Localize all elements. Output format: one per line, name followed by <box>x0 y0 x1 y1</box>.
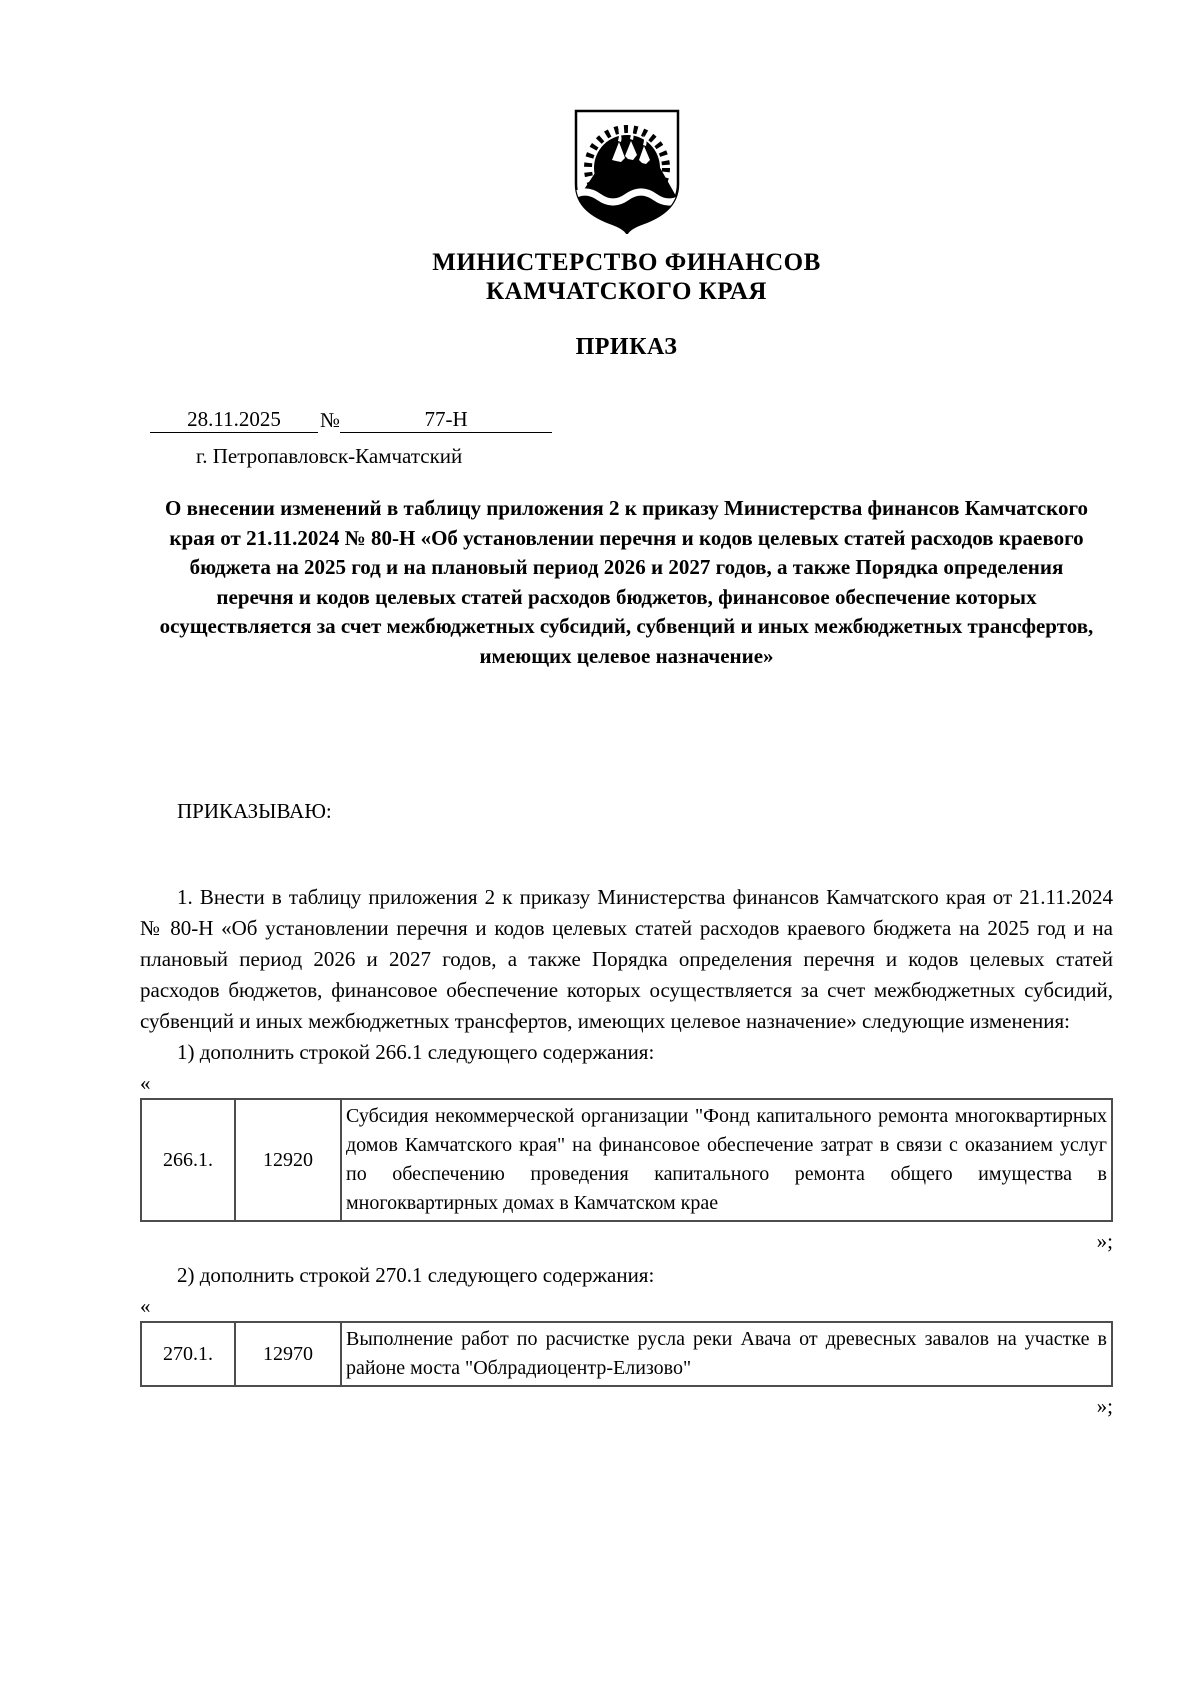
kamchatka-coat-of-arms-icon <box>573 108 681 234</box>
ministry-name-line2: КАМЧАТСКОГО КРАЯ <box>486 278 767 305</box>
body-paragraph-1: 1. Внести в таблицу приложения 2 к приказу Министерства финансов Камчатского края от 21.11.2024 № 80-Н «Об установлении перечня и кодов целевых статей расходов краевого бюджета на 2025 год и на плановый период 2026 и 2027 годов, а также Порядка определения перечня и кодов целевых статей расходов бюджетов, финансовое обеспечение которых осуществляется за счет межбюджетных субсидий, субвенций и иных межбюджетных трансфертов, имеющих целевое назначение» следующие изменения: <box>140 885 1113 1033</box>
ministry-name <box>140 248 1113 306</box>
row-code-cell: 12970 <box>235 1322 341 1386</box>
amendment-1-table <box>140 1098 1113 1222</box>
table-row <box>141 1099 1112 1221</box>
amendment-1-close-quote: »; <box>1096 1229 1113 1253</box>
city-line: г. Петропавловск-Камчатский <box>196 444 463 468</box>
resolve-word: ПРИКАЗЫВАЮ: <box>177 799 332 823</box>
row-number-cell: 266.1. <box>141 1099 235 1221</box>
date-value: 28.11.2025 <box>150 406 318 433</box>
ministry-name-line1: МИНИСТЕРСТВО ФИНАНСОВ <box>432 249 821 276</box>
document-type-heading: ПРИКАЗ <box>575 334 678 360</box>
amendment-1-open-quote: « <box>140 1071 151 1095</box>
amendment-2-close-quote: »; <box>1096 1394 1113 1418</box>
amendment-1-intro: 1) дополнить строкой 266.1 следующего содержания: <box>177 1040 655 1064</box>
table-row <box>141 1322 1112 1386</box>
number-sign: № <box>320 408 341 432</box>
row-number-cell: 270.1. <box>141 1322 235 1386</box>
amendment-2-intro: 2) дополнить строкой 270.1 следующего содержания: <box>177 1263 655 1287</box>
date-number-line <box>150 406 1113 433</box>
document-title: О внесении изменений в таблицу приложения 2 к приказу Министерства финансов Камчатского края от 21.11.2024 № 80-Н «Об установлении перечня и кодов целевых статей расходов краевого бюджета на 2025 год и на плановый период 2026 и 2027 годов, а также Порядка определения перечня и кодов целевых статей расходов бюджетов, финансовое обеспечение которых осуществляется за счет межбюджетных субсидий, субвенций и иных межбюджетных трансфертов, имеющих целевое назначение» <box>159 496 1094 668</box>
document-content <box>140 108 1113 1421</box>
amendment-2-open-quote: « <box>140 1294 151 1318</box>
amendment-2-table <box>140 1321 1113 1387</box>
document-number-value: 77-Н <box>340 406 552 433</box>
row-description-cell: Субсидия некоммерческой организации "Фонд капитального ремонта многоквартирных домов Камчатского края" на финансовое обеспечение затрат в связи с оказанием услуг по обеспечению проведения капитального ремонта общего имущества в многоквартирных домах в Камчатском крае <box>341 1099 1112 1221</box>
row-code-cell: 12920 <box>235 1099 341 1221</box>
row-description-cell: Выполнение работ по расчистке русла реки Авача от древесных завалов на участке в районе моста "Облрадиоцентр-Елизово" <box>341 1322 1112 1386</box>
